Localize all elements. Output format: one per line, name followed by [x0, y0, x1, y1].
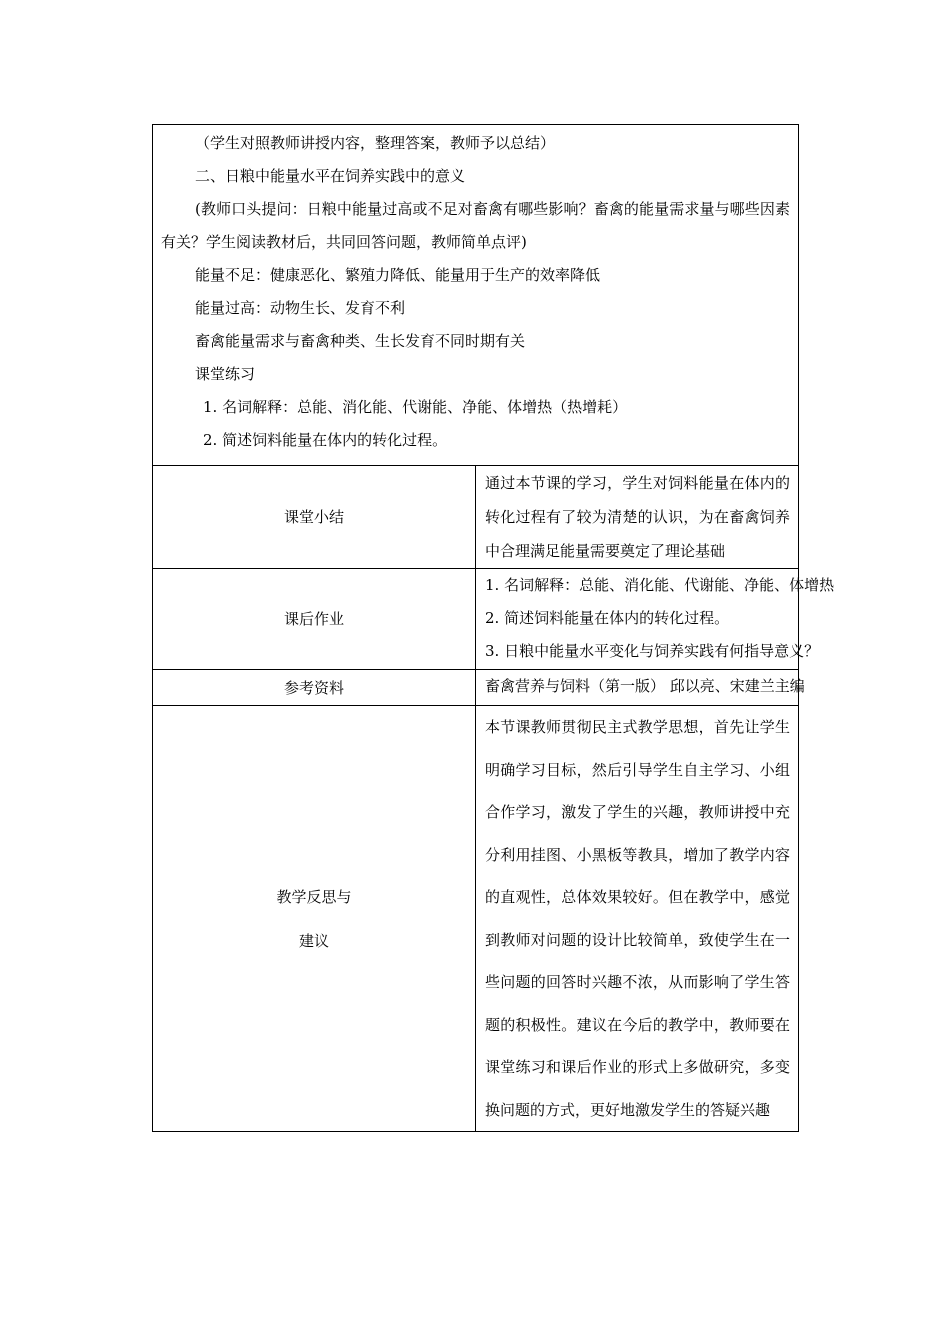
teaching-process-row — [153, 125, 799, 466]
reference-label: 参考资料 — [153, 670, 476, 706]
point-energy-excess: 能量过高：动物生长、发育不利 — [195, 299, 406, 317]
teaching-process-cell — [153, 125, 799, 466]
reflection-row — [153, 706, 799, 1132]
summary-row — [153, 466, 799, 569]
point-energy-requirement: 畜禽能量需求与畜禽种类、生长发育不同时期有关 — [195, 332, 526, 350]
student-note-line: （学生对照教师讲授内容，整理答案，教师予以总结） — [195, 134, 556, 152]
section-heading: 二、日粮中能量水平在饲养实践中的意义 — [195, 167, 466, 185]
summary-cell — [476, 466, 799, 569]
reference-row — [153, 670, 799, 706]
point-energy-insufficient: 能量不足：健康恶化、繁殖力降低、能量用于生产的效率降低 — [195, 266, 601, 284]
homework-item: 1. 名词解释：总能、消化能、代谢能、净能、体增热 — [485, 576, 835, 594]
summary-text: 通过本节课的学习，学生对饲料能量在体内的转化过程有了较为清楚的认识，为在畜禽饲养中合理满足能量需要奠定了理论基础 — [485, 474, 790, 560]
exercise-item: 2. 简述饲料能量在体内的转化过程。 — [203, 431, 448, 449]
lesson-plan-document — [152, 124, 835, 1132]
exercise-item: 1. 名词解释：总能、消化能、代谢能、净能、体增热（热增耗） — [203, 398, 628, 416]
homework-row — [153, 569, 799, 670]
homework-cell — [476, 569, 835, 670]
homework-label: 课后作业 — [153, 569, 476, 670]
homework-item: 3. 日粮中能量水平变化与饲养实践有何指导意义？ — [485, 642, 820, 660]
reflection-label — [153, 706, 476, 1132]
reflection-cell — [476, 706, 799, 1132]
reflection-label-text: 教学反思与建议 — [276, 887, 352, 950]
homework-item: 2. 简述饲料能量在体内的转化过程。 — [485, 609, 730, 627]
reference-cell — [476, 670, 805, 706]
summary-label: 课堂小结 — [153, 466, 476, 569]
reflection-text: 本节课教师贯彻民主式教学思想，首先让学生明确学习目标，然后引导学生自主学习、小组合作学习，激发了学生的兴趣，教师讲授中充分利用挂图、小黑板等教具，增加了教学内容的直观性，总体效果较好。但在教学中，感觉到教师对问题的设计比较简单，致使学生在一些问题的回答时兴趣不浓，从而影响了学生答题的积极性。建议在今后的教学中，教师要在课堂练习和课后作业的形式上多做研究，多变换问题的方式，更好地激发学生的答疑兴趣 — [485, 718, 790, 1119]
classroom-exercise-heading: 课堂练习 — [195, 365, 256, 383]
reference-text: 畜禽营养与饲料（第一版） 邱以亮、宋建兰主编 — [485, 677, 805, 695]
teacher-question-paragraph: (教师口头提问：日粮中能量过高或不足对畜禽有哪些影响？畜禽的能量需求量与哪些因素有关？学生阅读教材后，共同回答问题，教师简单点评) — [161, 200, 790, 251]
lesson-plan-table — [152, 124, 835, 1132]
